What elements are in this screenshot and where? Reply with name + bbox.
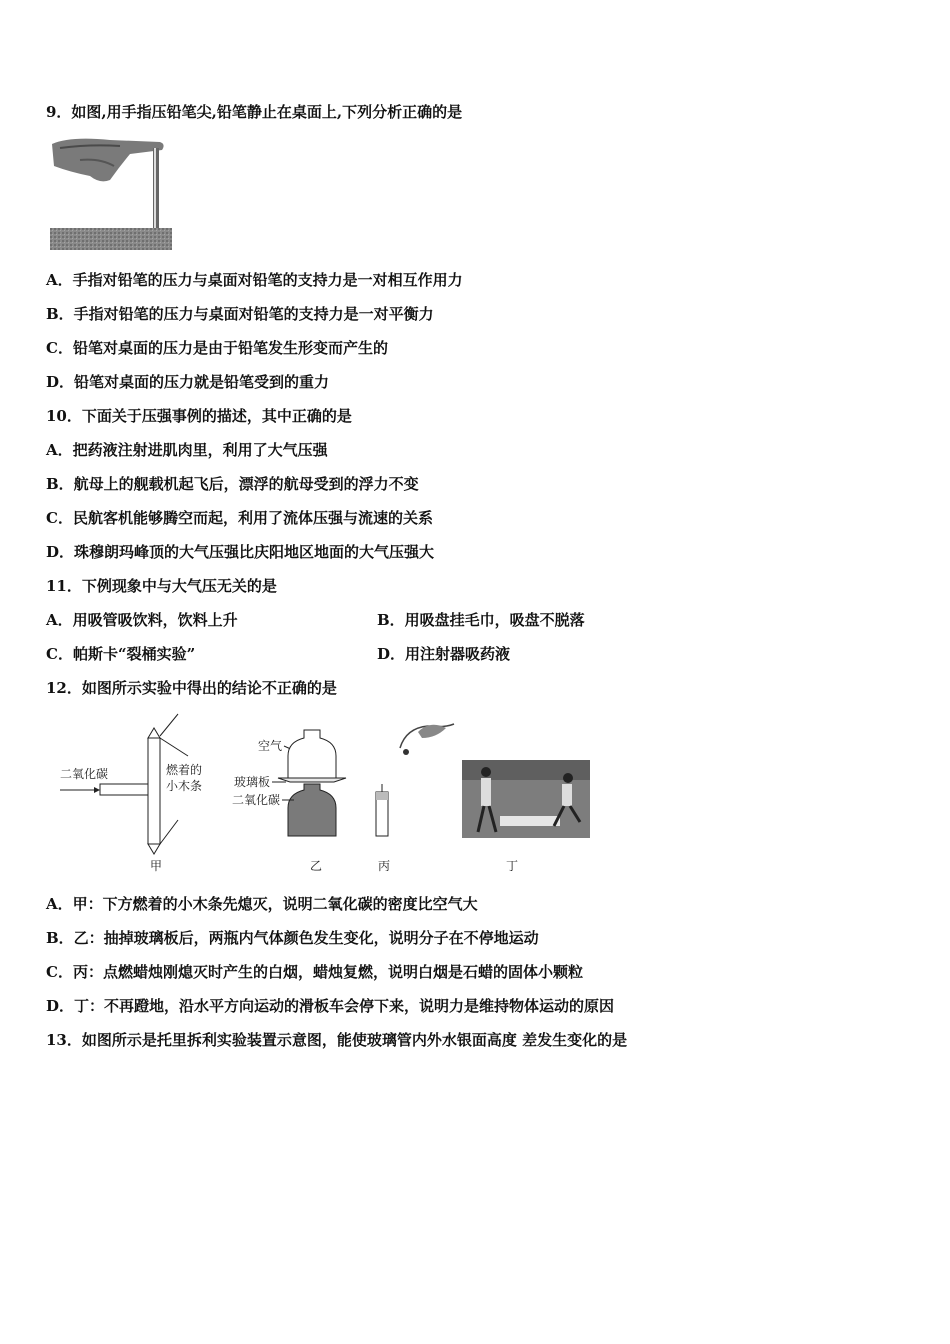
q11-option-b: B．用吸盘挂毛巾，吸盘不脱落 xyxy=(377,611,585,629)
q13-stem: 13．如图所示是托里拆利实验装置示意图，能使玻璃管内外水银面高度 差发生变化的是 xyxy=(46,1031,628,1049)
q10-option-d: D．珠穆朗玛峰顶的大气压强比庆阳地区地面的大气压强大 xyxy=(46,543,435,561)
label-bing: 丙 xyxy=(378,859,391,873)
q10-option-c: C．民航客机能够腾空而起，利用了流体压强与流速的关系 xyxy=(46,509,433,527)
q9-option-b: B．手指对铅笔的压力与桌面对铅笔的支持力是一对平衡力 xyxy=(46,305,434,323)
label-ding: 丁 xyxy=(506,859,519,873)
q12-option-c: C．丙：点燃蜡烛刚熄灭时产生的白烟，蜡烛复燃，说明白烟是石蜡的固体小颗粒 xyxy=(46,963,583,981)
q10-option-a: A．把药液注射进肌肉里，利用了大气压强 xyxy=(46,441,328,459)
figure-ding xyxy=(462,760,590,873)
q12-option-d: D．丁：不再蹬地，沿水平方向运动的滑板车会停下来，说明力是维持物体运动的原因 xyxy=(46,997,615,1015)
figure-yi xyxy=(232,730,346,873)
q9-option-d: D．铅笔对桌面的压力就是铅笔受到的重力 xyxy=(46,373,330,391)
burning-label-1: 燃着的 xyxy=(166,763,203,777)
figure-jia xyxy=(60,714,202,873)
glass-label: 玻璃板 xyxy=(234,775,271,789)
co2b-label: 二氧化碳 xyxy=(232,793,281,807)
q9-finger-pencil-image xyxy=(50,136,172,250)
q9-stem: 9．如图,用手指压铅笔尖,铅笔静止在桌面上,下列分析正确的是 xyxy=(46,103,463,121)
q9-option-c: C．铅笔对桌面的压力是由于铅笔发生形变而产生的 xyxy=(46,339,388,357)
q11-option-d: D．用注射器吸药液 xyxy=(377,645,511,663)
q11-stem: 11．下例现象中与大气压无关的是 xyxy=(46,577,277,595)
q12-stem: 12．如图所示实验中得出的结论不正确的是 xyxy=(46,679,337,697)
q11-option-a: A．用吸管吸饮料，饮料上升 xyxy=(46,611,238,629)
q10-stem: 10．下面关于压强事例的描述，其中正确的是 xyxy=(46,407,352,425)
q12-option-b: B．乙：抽掉玻璃板后，两瓶内气体颜色发生变化，说明分子在不停地运动 xyxy=(46,929,539,947)
q9-option-a: A．手指对铅笔的压力与桌面对铅笔的支持力是一对相互作用力 xyxy=(46,271,463,289)
air-label: 空气 xyxy=(258,739,283,753)
figure-bing xyxy=(376,724,454,873)
co2-label: 二氧化碳 xyxy=(60,767,109,781)
q12-option-a: A．甲：下方燃着的小木条先熄灭，说明二氧化碳的密度比空气大 xyxy=(46,895,478,913)
q10-option-b: B．航母上的舰载机起飞后，漂浮的航母受到的浮力不变 xyxy=(46,475,419,493)
label-yi: 乙 xyxy=(310,859,323,873)
label-jia: 甲 xyxy=(150,859,163,873)
q12-experiment-figure xyxy=(50,708,610,880)
q11-option-c: C．帕斯卡“裂桶实验” xyxy=(46,645,196,663)
burning-label-2: 小木条 xyxy=(166,779,203,793)
